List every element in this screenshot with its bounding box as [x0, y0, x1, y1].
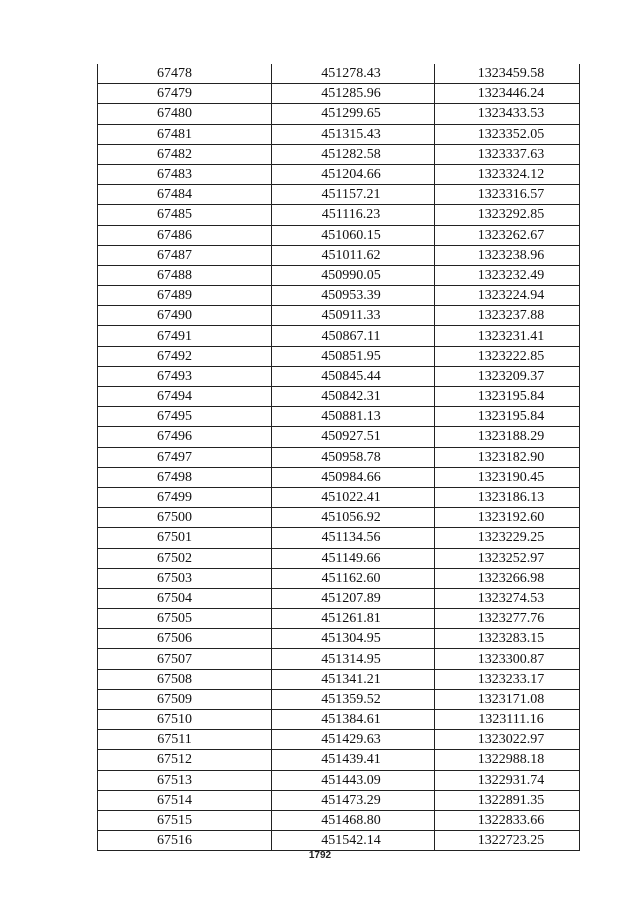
x-coordinate-cell: 451443.09: [272, 770, 435, 790]
x-coordinate-cell: 451429.63: [272, 730, 435, 750]
point-id-cell: 67514: [98, 790, 272, 810]
x-coordinate-cell: 451282.58: [272, 144, 435, 164]
coordinates-table-body: [98, 64, 580, 851]
point-id-cell: 67478: [98, 64, 272, 84]
table-row: [98, 508, 580, 528]
y-coordinate-cell: 1322833.66: [435, 810, 580, 830]
y-coordinate-cell: 1323262.67: [435, 225, 580, 245]
table-row: [98, 568, 580, 588]
point-id-cell: 67493: [98, 366, 272, 386]
point-id-cell: 67512: [98, 750, 272, 770]
x-coordinate-cell: 451542.14: [272, 831, 435, 851]
coordinates-table: [97, 64, 580, 851]
y-coordinate-cell: 1323022.97: [435, 730, 580, 750]
point-id-cell: 67494: [98, 387, 272, 407]
page-number: 1792: [308, 850, 332, 861]
y-coordinate-cell: 1323233.17: [435, 669, 580, 689]
y-coordinate-cell: 1323283.15: [435, 629, 580, 649]
y-coordinate-cell: 1323274.53: [435, 588, 580, 608]
table-row: [98, 770, 580, 790]
table-row: [98, 831, 580, 851]
y-coordinate-cell: 1323238.96: [435, 245, 580, 265]
x-coordinate-cell: 451116.23: [272, 205, 435, 225]
y-coordinate-cell: 1323222.85: [435, 346, 580, 366]
x-coordinate-cell: 450881.13: [272, 407, 435, 427]
point-id-cell: 67497: [98, 447, 272, 467]
y-coordinate-cell: 1323446.24: [435, 84, 580, 104]
point-id-cell: 67488: [98, 265, 272, 285]
table-row: [98, 487, 580, 507]
x-coordinate-cell: 451204.66: [272, 164, 435, 184]
point-id-cell: 67491: [98, 326, 272, 346]
x-coordinate-cell: 450953.39: [272, 286, 435, 306]
x-coordinate-cell: 451261.81: [272, 609, 435, 629]
table-row: [98, 225, 580, 245]
point-id-cell: 67481: [98, 124, 272, 144]
table-row: [98, 124, 580, 144]
point-id-cell: 67501: [98, 528, 272, 548]
y-coordinate-cell: 1323237.88: [435, 306, 580, 326]
x-coordinate-cell: 451060.15: [272, 225, 435, 245]
y-coordinate-cell: 1323232.49: [435, 265, 580, 285]
point-id-cell: 67485: [98, 205, 272, 225]
table-row: [98, 104, 580, 124]
point-id-cell: 67486: [98, 225, 272, 245]
x-coordinate-cell: 450851.95: [272, 346, 435, 366]
x-coordinate-cell: 451304.95: [272, 629, 435, 649]
table-row: [98, 790, 580, 810]
x-coordinate-cell: 451315.43: [272, 124, 435, 144]
point-id-cell: 67515: [98, 810, 272, 830]
table-row: [98, 144, 580, 164]
table-row: [98, 64, 580, 84]
y-coordinate-cell: 1323231.41: [435, 326, 580, 346]
table-row: [98, 710, 580, 730]
table-row: [98, 689, 580, 709]
point-id-cell: 67503: [98, 568, 272, 588]
point-id-cell: 67509: [98, 689, 272, 709]
x-coordinate-cell: 451056.92: [272, 508, 435, 528]
x-coordinate-cell: 451149.66: [272, 548, 435, 568]
x-coordinate-cell: 451134.56: [272, 528, 435, 548]
y-coordinate-cell: 1323192.60: [435, 508, 580, 528]
x-coordinate-cell: 451359.52: [272, 689, 435, 709]
table-row: [98, 387, 580, 407]
x-coordinate-cell: 451439.41: [272, 750, 435, 770]
x-coordinate-cell: 451384.61: [272, 710, 435, 730]
table-row: [98, 548, 580, 568]
point-id-cell: 67507: [98, 649, 272, 669]
x-coordinate-cell: 451314.95: [272, 649, 435, 669]
y-coordinate-cell: 1323186.13: [435, 487, 580, 507]
y-coordinate-cell: 1323190.45: [435, 467, 580, 487]
y-coordinate-cell: 1322931.74: [435, 770, 580, 790]
y-coordinate-cell: 1323209.37: [435, 366, 580, 386]
point-id-cell: 67487: [98, 245, 272, 265]
point-id-cell: 67500: [98, 508, 272, 528]
point-id-cell: 67490: [98, 306, 272, 326]
table-row: [98, 265, 580, 285]
y-coordinate-cell: 1323433.53: [435, 104, 580, 124]
point-id-cell: 67480: [98, 104, 272, 124]
x-coordinate-cell: 451285.96: [272, 84, 435, 104]
table-row: [98, 447, 580, 467]
x-coordinate-cell: 450984.66: [272, 467, 435, 487]
y-coordinate-cell: 1323266.98: [435, 568, 580, 588]
table-row: [98, 750, 580, 770]
x-coordinate-cell: 451207.89: [272, 588, 435, 608]
x-coordinate-cell: 450990.05: [272, 265, 435, 285]
y-coordinate-cell: 1323324.12: [435, 164, 580, 184]
point-id-cell: 67505: [98, 609, 272, 629]
table-row: [98, 427, 580, 447]
y-coordinate-cell: 1323352.05: [435, 124, 580, 144]
point-id-cell: 67483: [98, 164, 272, 184]
table-row: [98, 306, 580, 326]
x-coordinate-cell: 451011.62: [272, 245, 435, 265]
point-id-cell: 67516: [98, 831, 272, 851]
y-coordinate-cell: 1322723.25: [435, 831, 580, 851]
x-coordinate-cell: 451278.43: [272, 64, 435, 84]
table-row: [98, 730, 580, 750]
y-coordinate-cell: 1322891.35: [435, 790, 580, 810]
point-id-cell: 67498: [98, 467, 272, 487]
point-id-cell: 67511: [98, 730, 272, 750]
table-row: [98, 286, 580, 306]
y-coordinate-cell: 1323111.16: [435, 710, 580, 730]
point-id-cell: 67489: [98, 286, 272, 306]
x-coordinate-cell: 450911.33: [272, 306, 435, 326]
point-id-cell: 67502: [98, 548, 272, 568]
table-row: [98, 588, 580, 608]
x-coordinate-cell: 451157.21: [272, 185, 435, 205]
y-coordinate-cell: 1323300.87: [435, 649, 580, 669]
point-id-cell: 67484: [98, 185, 272, 205]
table-row: [98, 629, 580, 649]
table-row: [98, 346, 580, 366]
y-coordinate-cell: 1322988.18: [435, 750, 580, 770]
point-id-cell: 67510: [98, 710, 272, 730]
point-id-cell: 67506: [98, 629, 272, 649]
x-coordinate-cell: 451341.21: [272, 669, 435, 689]
table-row: [98, 84, 580, 104]
x-coordinate-cell: 450927.51: [272, 427, 435, 447]
x-coordinate-cell: 450958.78: [272, 447, 435, 467]
y-coordinate-cell: 1323188.29: [435, 427, 580, 447]
table-row: [98, 366, 580, 386]
table-row: [98, 649, 580, 669]
point-id-cell: 67504: [98, 588, 272, 608]
y-coordinate-cell: 1323224.94: [435, 286, 580, 306]
y-coordinate-cell: 1323277.76: [435, 609, 580, 629]
table-row: [98, 407, 580, 427]
table-row: [98, 245, 580, 265]
y-coordinate-cell: 1323459.58: [435, 64, 580, 84]
x-coordinate-cell: 451299.65: [272, 104, 435, 124]
x-coordinate-cell: 451473.29: [272, 790, 435, 810]
y-coordinate-cell: 1323182.90: [435, 447, 580, 467]
table-row: [98, 609, 580, 629]
y-coordinate-cell: 1323337.63: [435, 144, 580, 164]
table-row: [98, 205, 580, 225]
table-row: [98, 467, 580, 487]
table-row: [98, 164, 580, 184]
point-id-cell: 67508: [98, 669, 272, 689]
x-coordinate-cell: 450867.11: [272, 326, 435, 346]
y-coordinate-cell: 1323195.84: [435, 407, 580, 427]
x-coordinate-cell: 450845.44: [272, 366, 435, 386]
point-id-cell: 67496: [98, 427, 272, 447]
table-row: [98, 326, 580, 346]
point-id-cell: 67495: [98, 407, 272, 427]
table-row: [98, 185, 580, 205]
table-row: [98, 528, 580, 548]
y-coordinate-cell: 1323252.97: [435, 548, 580, 568]
point-id-cell: 67499: [98, 487, 272, 507]
y-coordinate-cell: 1323195.84: [435, 387, 580, 407]
x-coordinate-cell: 451162.60: [272, 568, 435, 588]
y-coordinate-cell: 1323229.25: [435, 528, 580, 548]
y-coordinate-cell: 1323292.85: [435, 205, 580, 225]
x-coordinate-cell: 451468.80: [272, 810, 435, 830]
table-row: [98, 810, 580, 830]
y-coordinate-cell: 1323316.57: [435, 185, 580, 205]
table-row: [98, 669, 580, 689]
point-id-cell: 67482: [98, 144, 272, 164]
x-coordinate-cell: 450842.31: [272, 387, 435, 407]
y-coordinate-cell: 1323171.08: [435, 689, 580, 709]
point-id-cell: 67513: [98, 770, 272, 790]
point-id-cell: 67492: [98, 346, 272, 366]
point-id-cell: 67479: [98, 84, 272, 104]
x-coordinate-cell: 451022.41: [272, 487, 435, 507]
